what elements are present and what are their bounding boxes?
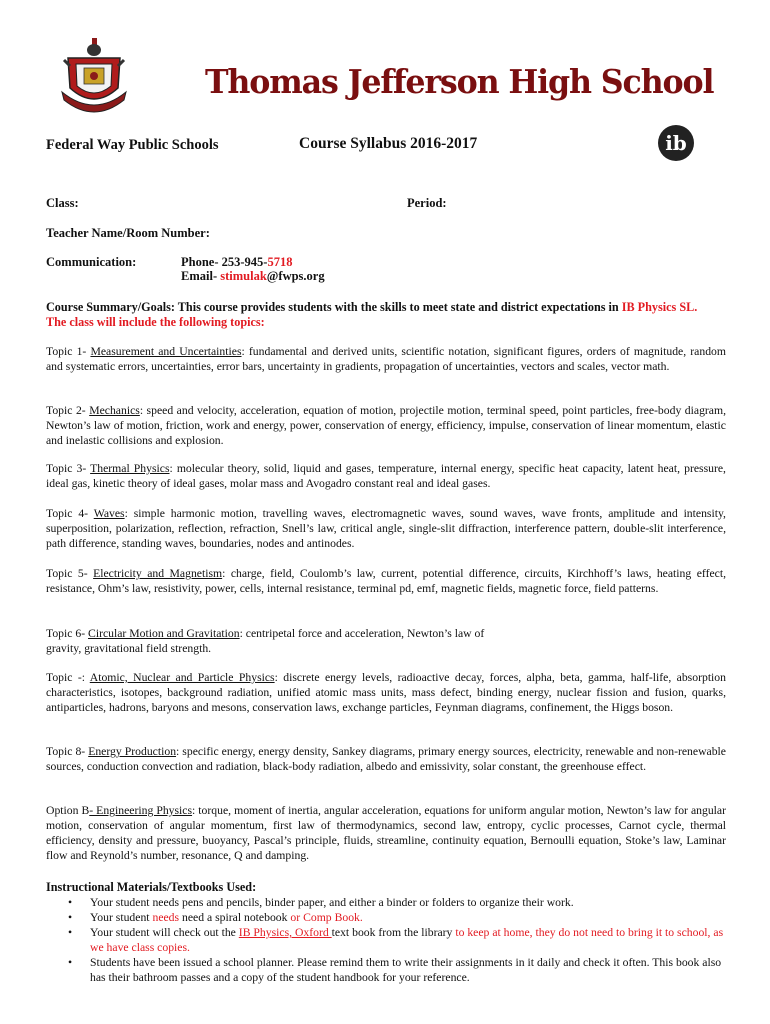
topic-5 bbox=[46, 566, 726, 596]
list-item bbox=[90, 910, 726, 925]
list-item-red: needs bbox=[152, 911, 180, 924]
email-line bbox=[181, 269, 325, 284]
summary-course: IB Physics SL. bbox=[621, 300, 698, 314]
list-item bbox=[90, 895, 726, 910]
topic-text: : charge, field, Coulomb’s law, current, potential difference, circuits, Kirchhoff’s laws, heating effect, resistance, Ohm’s law, resistivity, power, cells, internal resistance, terminal pd, emf, magnetic fields, magnetic force, field patterns. bbox=[46, 567, 726, 595]
topic-prefix: Topic -: bbox=[46, 671, 90, 684]
ib-logo-text: ib bbox=[665, 131, 687, 155]
email-user: stimulak bbox=[220, 269, 267, 283]
materials-list bbox=[46, 895, 726, 985]
topic-text: : specific energy, energy density, Sankey diagrams, primary energy sources, electricity, renewable and non-renewable sources, conduction convection and radiation, black-body radiation, albedo and emissivity, solar constant, the greenhouse effect. bbox=[46, 745, 726, 773]
option-b bbox=[46, 803, 726, 863]
summary-topics-line: The class will include the following topics: bbox=[46, 315, 265, 329]
syllabus-title: Course Syllabus 2016-2017 bbox=[299, 135, 478, 152]
topic-name: Circular Motion and Gravitation bbox=[88, 627, 240, 640]
topic-6 bbox=[46, 626, 496, 656]
list-item-text: Your student will check out the bbox=[90, 926, 239, 939]
list-item-text: text book from the library bbox=[331, 926, 456, 939]
topic-4 bbox=[46, 506, 726, 551]
summary-lead: Course Summary/Goals: This course provides students with the skills to meet state and district expectations in bbox=[46, 300, 622, 314]
list-item-red: to keep at home, they do not need to bring it to school, as we have class copies. bbox=[90, 926, 724, 954]
topic-name: - Engineering Physics bbox=[89, 804, 193, 817]
email-domain: @fwps.org bbox=[266, 269, 325, 283]
topic-name: Waves bbox=[93, 507, 125, 520]
topic-7 bbox=[46, 670, 726, 715]
topic-text: : fundamental and derived units, scientific notation, significant figures, orders of magnitude, random and systematic errors, uncertainties, error bars, uncertainty in gradients, propagation of uncertainties, vectors and scales, vector math. bbox=[46, 345, 726, 373]
school-crest-logo bbox=[58, 36, 130, 116]
topic-text: : discrete energy levels, radioactive decay, forces, alpha, beta, gamma, half-life, absorption characteristics, isotopes, background radiation, unified atomic mass units, mass defect, binding energy, nuclear fission and fusion, quarks, antiparticles, hadrons, baryons and mesons, conservation laws, exchange particles, Feynman diagrams, confinement, the Higgs boson. bbox=[46, 671, 726, 714]
email-label: Email- bbox=[181, 269, 218, 283]
district-name: Federal Way Public Schools bbox=[46, 137, 219, 153]
topic-name: Measurement and Uncertainties bbox=[90, 345, 242, 358]
list-item-text: Your student needs pens and pencils, binder paper, and either a binder or folders to organize their work. bbox=[90, 896, 574, 909]
ib-logo bbox=[656, 123, 696, 163]
topic-text: : molecular theory, solid, liquid and gases, temperature, internal energy, specific heat capacity, latent heat, pressure, ideal gas, kinetic theory of ideal gases, molar mass and Avogadro constant real and ideal gases. bbox=[46, 462, 726, 490]
topic-name: Energy Production bbox=[88, 745, 177, 758]
textbook-link[interactable]: IB Physics, Oxford bbox=[238, 926, 332, 939]
topic-text: : simple harmonic motion, travelling waves, electromagnetic waves, sound waves, wave fronts, amplitude and intensity, superposition, polarization, reflection, refraction, Snell’s law, critical angle, single-slit diffraction, interference pattern, double-slit interference, path difference, standing waves, boundaries, nodes and antinodes. bbox=[46, 507, 726, 550]
topic-name: Atomic, Nuclear and Particle Physics bbox=[89, 671, 275, 684]
topic-prefix: Topic 6- bbox=[46, 627, 89, 640]
topic-prefix: Topic 5- bbox=[46, 567, 94, 580]
class-label: Class: bbox=[46, 196, 79, 210]
phone-line bbox=[181, 255, 292, 270]
topic-name: Electricity and Magnetism bbox=[93, 567, 223, 580]
topic-prefix: Topic 1- bbox=[46, 345, 91, 358]
list-item bbox=[90, 955, 726, 985]
materials-heading: Instructional Materials/Textbooks Used: bbox=[46, 880, 257, 894]
topic-3 bbox=[46, 461, 726, 491]
list-item-text: Students have been issued a school planner. Please remind them to write their assignments in it daily and check it often. This book also has their bathroom passes and a copy of the student handbook for your reference. bbox=[90, 956, 722, 984]
list-item-text: Your student bbox=[90, 911, 153, 924]
communication-label: Communication: bbox=[46, 255, 137, 269]
phone-label: Phone- bbox=[181, 255, 219, 269]
topic-prefix: Option B bbox=[46, 804, 90, 817]
topic-prefix: Topic 4- bbox=[46, 507, 94, 520]
topic-name: Thermal Physics bbox=[90, 462, 170, 475]
topic-prefix: Topic 2- bbox=[46, 404, 90, 417]
teacher-label: Teacher Name/Room Number: bbox=[46, 226, 210, 240]
phone-suffix: 5718 bbox=[267, 255, 293, 269]
topic-text: : speed and velocity, acceleration, equation of motion, projectile motion, terminal speed, point particles, free-body diagram, Newton’s law of motion, friction, work and energy, power, conservation of energy, efficiency, impulse, conservation of linear momentum, elastic and inelastic collisions and explosion. bbox=[46, 404, 727, 447]
list-item-text: need a spiral notebook bbox=[179, 911, 291, 924]
list-item bbox=[90, 925, 726, 955]
topic-1 bbox=[46, 344, 726, 374]
topic-text: : centripetal force and acceleration, Newton’s law of gravity, gravitational field strength. bbox=[46, 627, 485, 655]
topic-prefix: Topic 3- bbox=[46, 462, 91, 475]
phone-prefix: 253-945- bbox=[221, 255, 268, 269]
topic-8 bbox=[46, 744, 726, 774]
topic-2 bbox=[46, 403, 726, 448]
school-name-title: Thomas Jefferson High School bbox=[205, 62, 714, 101]
list-item-red: or Comp Book. bbox=[290, 911, 363, 924]
course-summary bbox=[46, 300, 726, 330]
topic-name: Mechanics bbox=[89, 404, 140, 417]
period-label: Period: bbox=[407, 196, 447, 210]
topic-prefix: Topic 8- bbox=[46, 745, 89, 758]
topic-text: : torque, moment of inertia, angular acceleration, equations for uniform angular motion, Newton’s law for angular motion, conservation of angular momentum, first law of thermodynamics, second law, entropy, cyclic processes, Carnot cycle, thermal efficiency, density and pressure, buoyancy, Pascal’s principle, fluids, streamline, continuity equation, Bernoulli equation, Stoke’s law, Laminar flow and Reynold’s number, resonance, Q and damping. bbox=[46, 804, 726, 862]
